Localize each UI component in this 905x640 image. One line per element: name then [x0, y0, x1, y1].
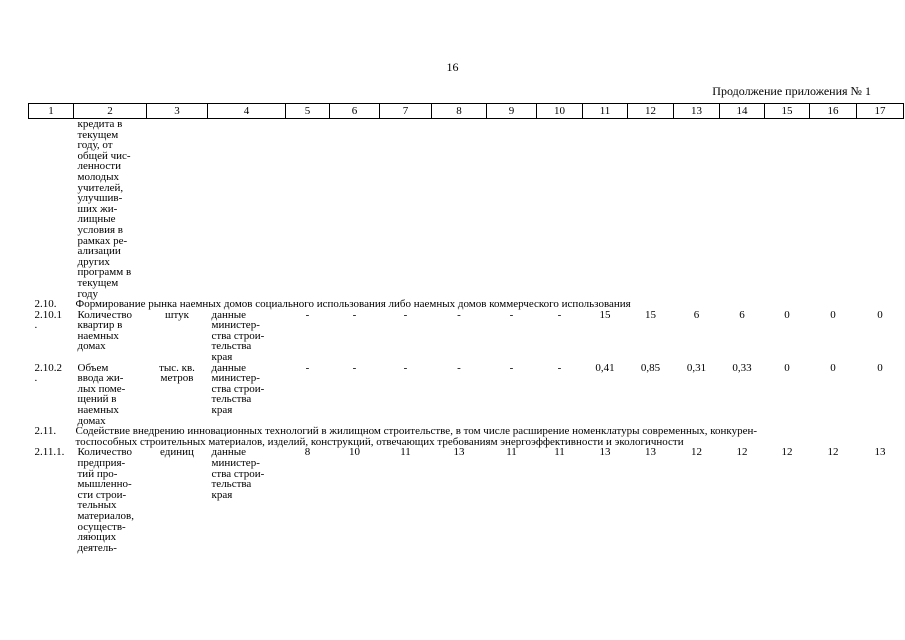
value-cell: 0 [784, 308, 790, 321]
value-cell: 13 [599, 446, 611, 459]
value-cell: 0 [877, 361, 883, 374]
unit: единиц [160, 446, 194, 459]
value-cell: 0,33 [732, 361, 752, 374]
section-title: Содействие внедрению инновационных технологий в жилищном строительстве, в том числе расширение номенклатуры современных, конкурен- тоспособных строительных материалов, изделий, конструкций, отвечающих требованиям энергоэффективности и экологичности [75, 425, 758, 448]
value-cell: 0 [830, 361, 836, 374]
header-cell: 1 [29, 104, 74, 119]
row-number: 2.10.1 . [34, 308, 62, 332]
value-cell: - [457, 308, 461, 321]
value-cell: 13 [453, 446, 465, 459]
value-cell: 10 [349, 446, 360, 459]
header-cell: 13 [674, 104, 720, 119]
value-cell: - [352, 308, 357, 321]
unit: тыс. кв. метров [159, 361, 195, 385]
section-title: Формирование рынка наемных домов социального использования либо наемных домов коммерческого использования [75, 298, 631, 311]
header-cell: 9 [487, 104, 537, 119]
section-number: 2.10. [34, 298, 57, 311]
header-cell: 12 [628, 104, 674, 119]
header-cell: 4 [208, 104, 286, 119]
data-source: данные министер- ства строи- тельства края [211, 308, 265, 364]
table-row [29, 447, 904, 553]
section-row [29, 299, 904, 310]
value-cell: 0,85 [640, 361, 661, 374]
value-cell: 15 [599, 308, 611, 321]
header-cell: 7 [380, 104, 432, 119]
indicator-name: Количество предприя- тий про- мышленно- сти строи- тельных материалов, осуществ- ляющих деятель- [77, 446, 134, 554]
value-cell: 6 [693, 308, 700, 321]
value-cell: 6 [739, 308, 745, 321]
header-cell: 17 [857, 104, 904, 119]
section-number: 2.11. [34, 425, 57, 438]
value-cell: - [509, 361, 514, 374]
indicators-table [28, 103, 904, 553]
header-cell: 6 [330, 104, 380, 119]
value-cell: - [305, 361, 310, 374]
value-cell: 11 [506, 446, 517, 459]
value-cell: - [557, 308, 562, 321]
header-cell: 14 [720, 104, 765, 119]
value-cell: 12 [691, 446, 702, 459]
row-number: 2.11.1. [34, 446, 65, 459]
value-cell: 15 [645, 308, 656, 321]
value-cell: 12 [736, 446, 748, 459]
column-number-header [29, 104, 904, 119]
value-cell: 11 [554, 446, 565, 459]
page-number: 16 [446, 60, 459, 74]
indicator-name: кредита в текущем году, от общей чис- ленности молодых учителей, улучшив- ших жи- лищные условия в рамках ре- ализации других программ в текущем году [77, 118, 132, 300]
table-row [29, 310, 904, 363]
value-cell: - [352, 361, 357, 374]
data-source: данные министер- ства строи- тельства края [211, 361, 265, 417]
unit: штук [165, 308, 189, 321]
value-cell: - [557, 361, 562, 374]
table-row [29, 119, 904, 300]
section-row [29, 426, 904, 447]
value-cell: 0,41 [595, 361, 615, 374]
indicator-name: Количество квартир в наемных домах [77, 308, 133, 353]
header-cell: 8 [432, 104, 487, 119]
header-cell: 2 [74, 104, 147, 119]
header-cell: 10 [537, 104, 583, 119]
value-cell: 0 [877, 308, 883, 321]
value-cell: - [403, 361, 408, 374]
header-cell: 3 [147, 104, 208, 119]
value-cell: 13 [645, 446, 656, 459]
value-cell: - [403, 308, 408, 321]
value-cell: 12 [781, 446, 793, 459]
value-cell: - [305, 308, 310, 321]
value-cell: 0,31 [686, 361, 707, 374]
appendix-continuation-label: Продолжение приложения № 1 [712, 84, 871, 98]
table-row [29, 363, 904, 427]
header-cell: 5 [286, 104, 330, 119]
value-cell: 13 [874, 446, 886, 459]
value-cell: 11 [400, 446, 411, 459]
value-cell: - [509, 308, 514, 321]
row-number: 2.10.2 . [34, 361, 62, 385]
value-cell: - [457, 361, 461, 374]
header-cell: 11 [583, 104, 628, 119]
indicator-name: Объем ввода жи- лых поме- щений в наемных домах [77, 361, 126, 427]
header-cell: 15 [765, 104, 810, 119]
value-cell: 8 [304, 446, 311, 459]
value-cell: 12 [827, 446, 839, 459]
value-cell: 0 [784, 361, 790, 374]
data-source: данные министер- ства строи- тельства края [211, 446, 265, 501]
value-cell: 0 [830, 308, 836, 321]
header-cell: 16 [810, 104, 857, 119]
